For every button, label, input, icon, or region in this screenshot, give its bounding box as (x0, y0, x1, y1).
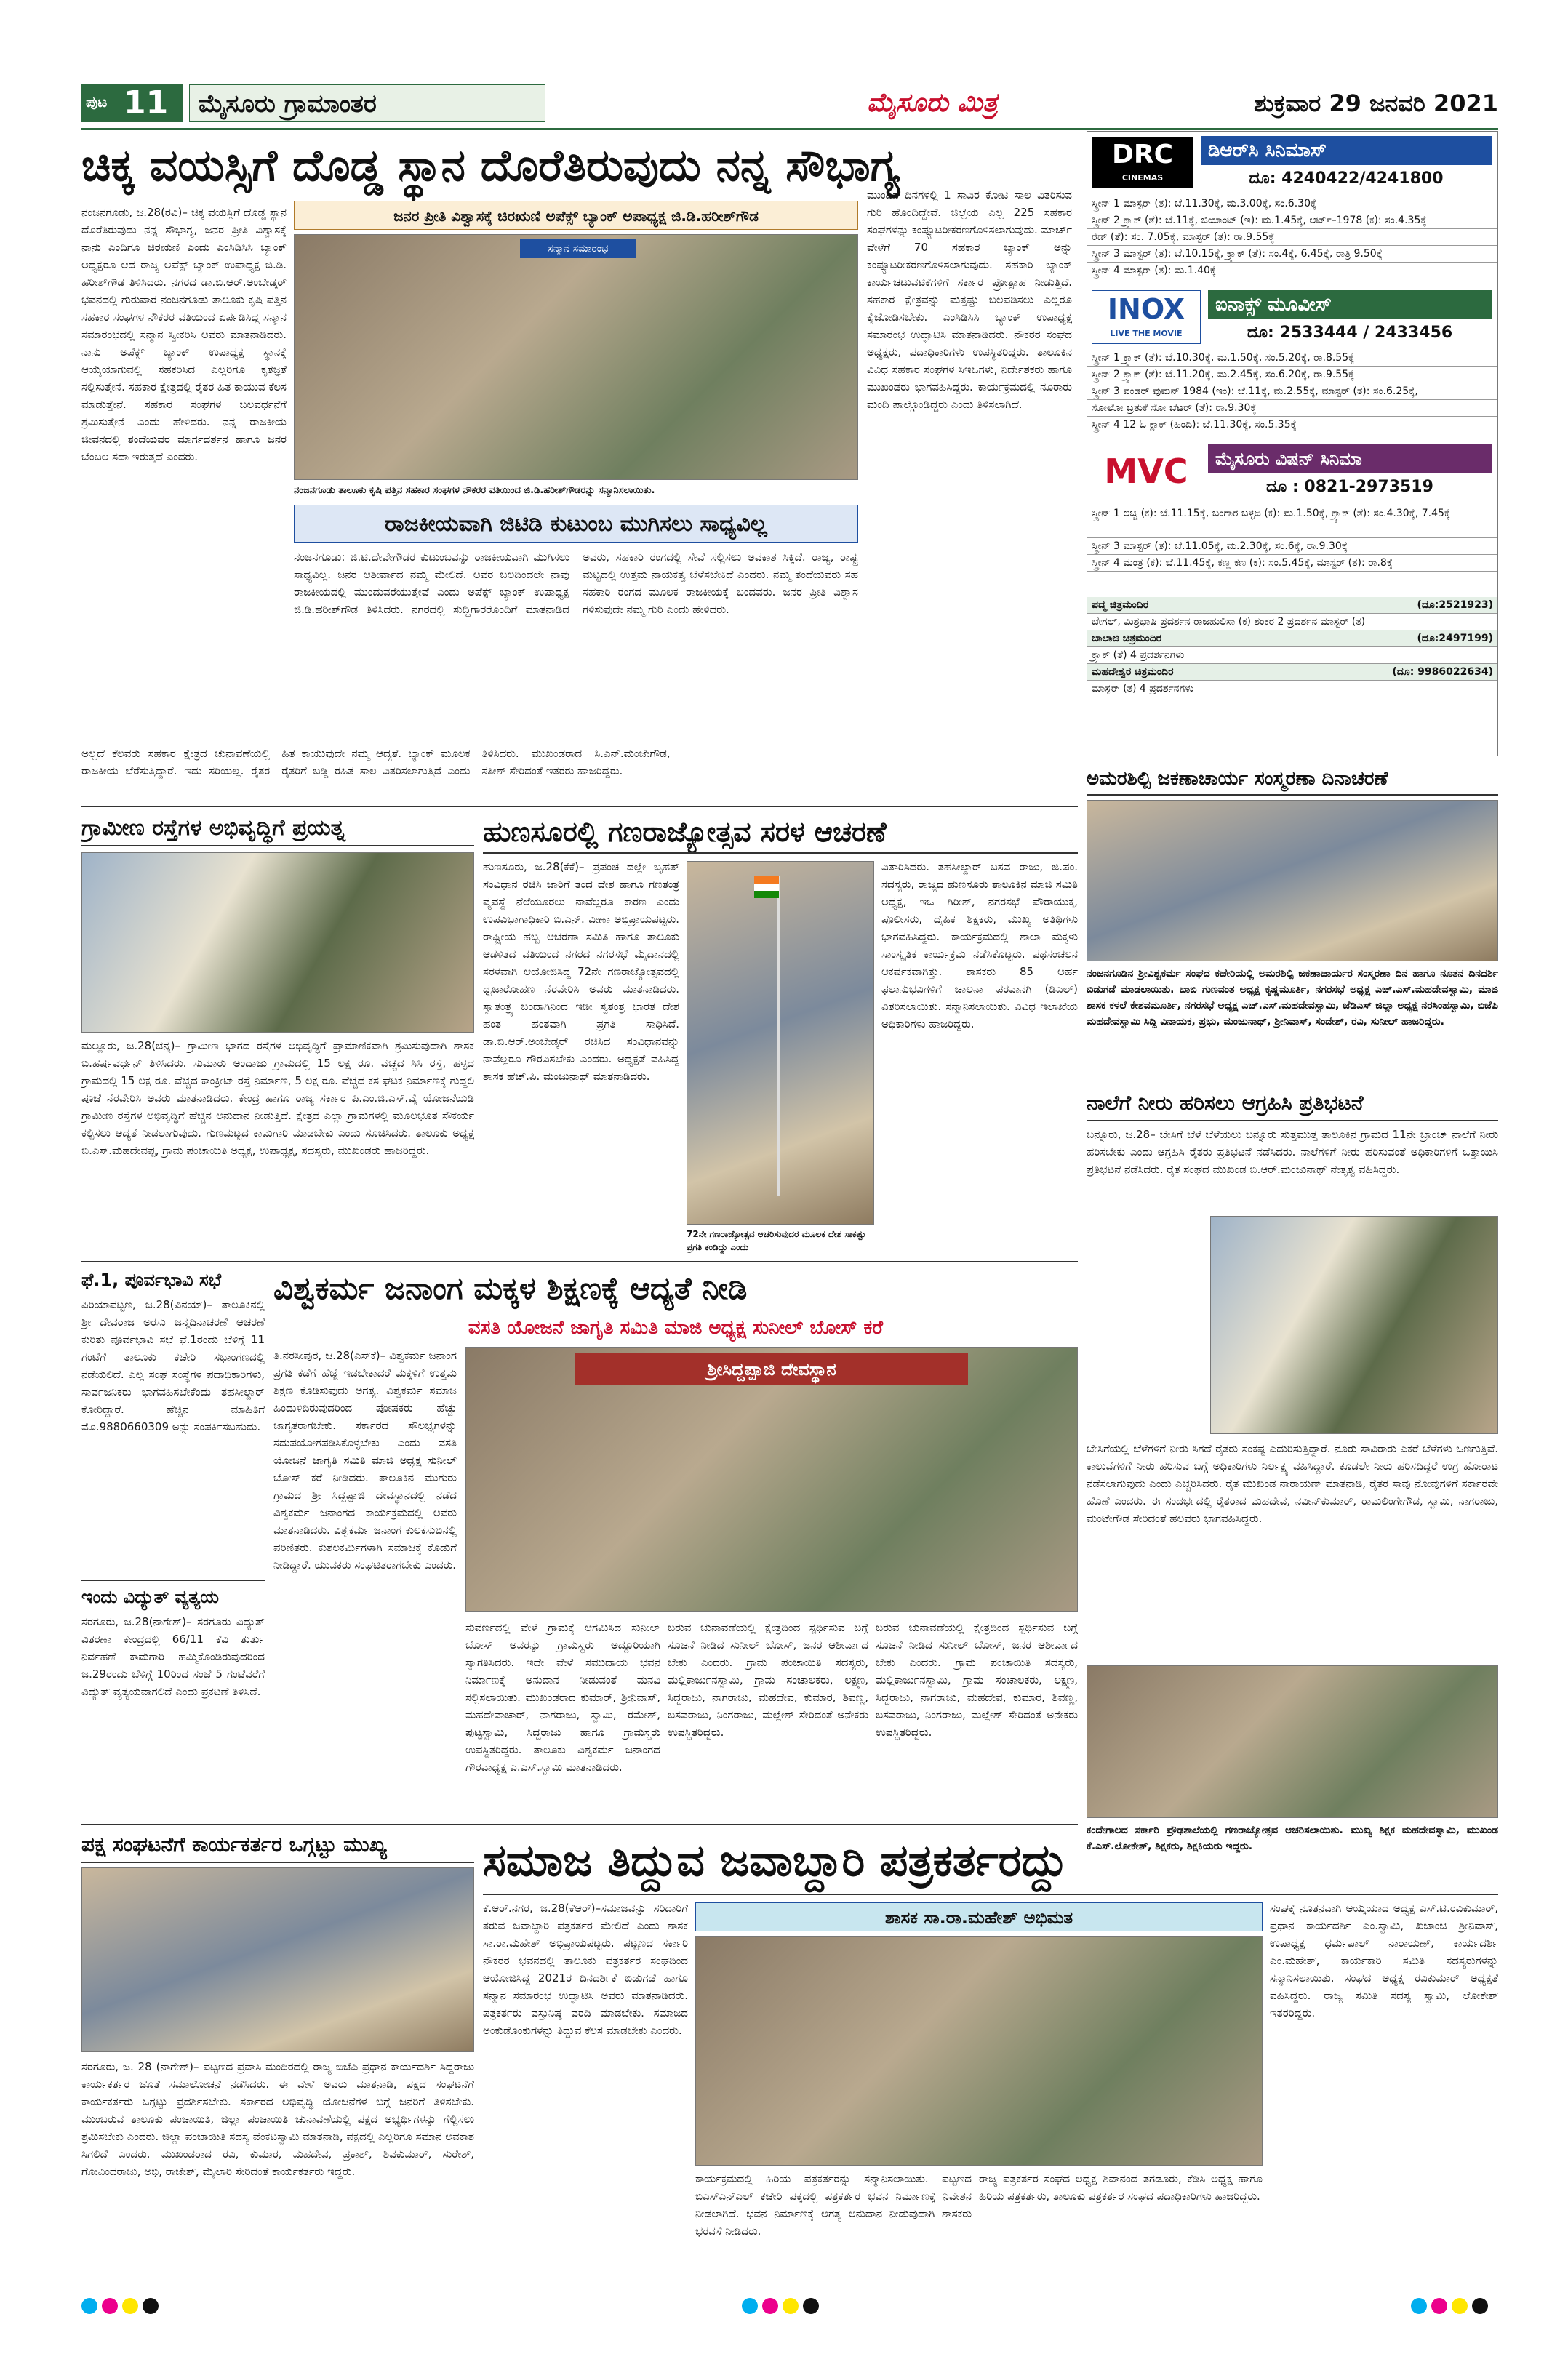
party-body: ಸರಗೂರು, ಜ. 28 (ನಾಗೇಶ್)– ಪಟ್ಟಣದ ಪ್ರವಾಸಿ ಮಂದಿರದಲ್ಲಿ ರಾಜ್ಯ ಬಿಜೆಪಿ ಪ್ರಧಾನ ಕಾರ್ಯದರ್ಶಿ ಸಿದ್ದರಾಜು ಕಾರ್ಯಕರ್ತರ ಜೊತೆ ಸಮಾಲೋಚನೆ ನಡೆಸಿದರು. ಈ ವೇಳೆ ಅವರು ಮಾತನಾಡಿ, ಪಕ್ಷದ ಸಂಘಟನೆಗೆ ಕಾರ್ಯಕರ್ತರು ಒಗ್ಗಟ್ಟು ಪ್ರದರ್ಶಿಸಬೇಕು. ಸರ್ಕಾರದ ಅಭಿವೃದ್ಧಿ ಯೋಜನೆಗಳ ಬಗ್ಗೆ ಜನರಿಗೆ ತಿಳಿಸಬೇಕು. ಮುಂಬರುವ ತಾಲೂಕು ಪಂಚಾಯಿತಿ, ಜಿಲ್ಲಾ ಪಂಚಾಯಿತಿ ಚುನಾವಣೆಯಲ್ಲಿ ಪಕ್ಷದ ಅಭ್ಯರ್ಥಿಗಳನ್ನು ಗೆಲ್ಲಿಸಲು ಶ್ರಮಿಸಬೇಕು ಎಂದರು. ಜಿಲ್ಲಾ ಪಂಚಾಯಿತಿ ಸದಸ್ಯ ವೆಂಕಟಸ್ವಾಮಿ ಮಾತನಾಡಿ, ಪಕ್ಷದಲ್ಲಿ ಎಲ್ಲರಿಗೂ ಸಮಾನ ಅವಕಾಶ ಸಿಗಲಿದೆ ಎಂದರು. ಮುಖಂಡರಾದ ರವಿ, ಕುಮಾರ, ಮಹದೇವ, ಪ್ರಕಾಶ್, ಶಿವಕುಮಾರ್, ಸುರೇಶ್, ಗೋವಿಂದರಾಜು, ಅಭಿ, ರಾಜೇಶ್, ಮೈಲಾರಿ ಸೇರಿದಂತೆ ಕಾರ್ಯಕರ್ತರು ಇದ್ದರು. (81, 2060, 474, 2178)
journalism-subhead: ಶಾಸಕ ಸಾ.ರಾ.ಮಹೇಶ್ ಅಭಿಮತ (695, 1902, 1263, 1931)
theatre-row (1087, 614, 1497, 630)
theatre-name: ಬೇಗಲ್, ಮಿಶ್ರಭಾಷಿ ಪ್ರದರ್ಶನ ರಾಜಹುಲಿಸಾ (ಕ) ಶಂಕರ 2 ಪ್ರದರ್ಶನ ಮಾಸ್ಟರ್ (ತ) (1092, 616, 1366, 628)
masthead (81, 81, 1498, 125)
inox-row: ಸ್ಕ್ರೀನ್ 2 ಕ್ರ್ಯಾಕ್ (ತೆ): ಬೆ.11.20ಕ್ಕೆ, ಮ.2.45ಕ್ಕೆ, ಸಂ.6.20ಕ್ಕೆ, ರಾ.9.55ಕ್ಕೆ (1087, 367, 1497, 383)
mvc-row: ಸ್ಕ್ರೀನ್ 3 ಮಾಸ್ಟರ್ (ತ): ಬೆ.11.05ಕ್ಕೆ, ಮ.2.30ಕ್ಕೆ, ಸಂ.6ಕ್ಕೆ, ರಾ.9.30ಕ್ಕೆ (1087, 538, 1497, 555)
mvc-row: ಸ್ಕ್ರೀನ್ 4 ಮಂತ್ರ (ಕ): ಬೆ.11.45ಕ್ಕೆ, ಕಣ್ಣ ಕಣ (ಕ): ಸಂ.5.45ಕ್ಕೆ, ಮಾಸ್ಟರ್ (ತ): ರಾ.8ಕ್ಕೆ (1087, 555, 1497, 572)
cyan-dot (81, 2298, 97, 2314)
meeting-title: ಫೆ.1, ಪೂರ್ವಭಾವಿ ಸಭೆ (81, 1270, 222, 1290)
mvc-logo: MVC (1104, 452, 1188, 491)
issue-date: ಶುಕ್ರವಾರ 29 ಜನವರಿ 2021 (1254, 89, 1498, 117)
journalism-col1: ಕೆ.ಆರ್.ನಗರ, ಜ.28(ಕೆಆರ್)–ಸಮಾಜವನ್ನು ಸರಿದಾರಿಗೆ ತರುವ ಜವಾಬ್ದಾರಿ ಪತ್ರಕರ್ತರ ಮೇಲಿದೆ ಎಂದು ಶಾಸಕ ಸಾ.ರಾ.ಮಹೇಶ್ ಅಭಿಪ್ರಾಯಪಟ್ಟರು. ಪಟ್ಟಣದ ಸರ್ಕಾರಿ ನೌಕರರ ಭವನದಲ್ಲಿ ತಾಲೂಕು ಪತ್ರಕರ್ತರ ಸಂಘದಿಂದ ಆಯೋಜಿಸಿದ್ದ 2021ರ ದಿನದರ್ಶಿಕೆ ಬಿಡುಗಡೆ ಹಾಗೂ ಸನ್ಮಾನ ಸಮಾರಂಭ ಉದ್ಘಾಟಿಸಿ ಅವರು ಮಾತನಾಡಿದರು. ಪತ್ರಕರ್ತರು ವಸ್ತುನಿಷ್ಠ ವರದಿ ಮಾಡಬೇಕು. ಸಮಾಜದ ಅಂಕುಡೊಂಕುಗಳನ್ನು ತಿದ್ದುವ ಕೆಲಸ ಮಾಡಬೇಕು ಎಂದರು. (483, 1902, 688, 2037)
inox-row: ಸ್ಕ್ರೀನ್ 4 12 ಓ ಕ್ಲಾಕ್ (ಹಿಂದಿ): ಬೆ.11.30ಕ್ಕೆ, ಸಂ.5.35ಕ್ಕೆ (1087, 417, 1497, 433)
magenta-dot (1431, 2298, 1447, 2314)
republic-col2: ವಿತಾರಿಸಿದರು. ತಹಸೀಲ್ದಾರ್ ಬಸವ ರಾಜು, ಜಿ.ಪಂ. ಸದಸ್ಯರು, ರಾಜ್ಯದ ಹುಣಸೂರು ತಾಲೂಕಿನ ಮಾಜಿ ಸಮಿತಿ ಅಧ್ಯಕ್ಷ, ಇಒ ಗಿರೀಶ್, ನಗರಸಭೆ ಪೌರಾಯುಕ್ತ, ಪೊಲೀಸರು, ದೈಹಿಕ ಶಿಕ್ಷಕರು, ಮುಖ್ಯ ಅತಿಥಿಗಳು ಭಾಗವಹಿಸಿದ್ದರು. ಕಾರ್ಯಕ್ರಮದಲ್ಲಿ ಶಾಲಾ ಮಕ್ಕಳು ಸಾಂಸ್ಕೃತಿಕ ಕಾರ್ಯಕ್ರಮ ನಡೆಸಿಕೊಟ್ಟರು. ಪಥಸಂಚಲನ ಆಕರ್ಷಕವಾಗಿತ್ತು. ಶಾಸಕರು 85 ಅರ್ಹ ಫಲಾನುಭವಿಗಳಿಗೆ ಚಾಲನಾ ಪರವಾನಗಿ (ಡಿಎಲ್) ವಿತರಿಸಲಾಯಿತು. ಸನ್ಮಾನಿಸಲಾಯಿತು. ವಿವಿಧ ಇಲಾಖೆಯ ಅಧಿಕಾರಿಗಳು ಹಾಜರಿದ್ದರು. (881, 860, 1078, 1030)
republic-photo-caption: 72ನೇ ಗಣರಾಜ್ಯೋತ್ಸವ ಆಚರಿಸುವುದರ ಮೂಲಕ ದೇಶ ಸಾಕಷ್ಟು ಪ್ರಗತಿ ಕಂಡಿದ್ದು ಎಂದು (687, 1229, 866, 1252)
inox-row: ಸೋಲೋ ಬ್ರತುಕೆ ಸೋ ಬೆಟರ್ (ತೆ): ರಾ.9.30ಕ್ಕೆ (1087, 400, 1497, 417)
page-label: ಪುಟ (86, 93, 108, 111)
vishwakarma-col3: ಬರುವ ಚುನಾವಣೆಯಲ್ಲಿ ಕ್ಷೇತ್ರದಿಂದ ಸ್ಪರ್ಧಿಸುವ ಬಗ್ಗೆ ಸೂಚನೆ ನೀಡಿದ ಸುನೀಲ್ ಬೋಸ್, ಜನರ ಆಶೀರ್ವಾದ ಬೇಕು ಎಂದರು. ಗ್ರಾಮ ಪಂಚಾಯಿತಿ ಸದಸ್ಯರು, ಮಲ್ಲಿಕಾರ್ಜುನಸ್ವಾಮಿ, ಗ್ರಾಮ ಸಂಚಾಲಕರು, ಲಕ್ಷ್ಮಣ, ಸಿದ್ದರಾಜು, ನಾಗರಾಜು, ಮಹದೇವ, ಕುಮಾರ, ಶಿವಣ್ಣ, ಬಸವರಾಜು, ನಿಂಗರಾಜು, ಮಲ್ಲೇಶ್ ಸೇರಿದಂತೆ ಅನೇಕರು ಉಪಸ್ಥಿತರಿದ್ದರು. (668, 1621, 868, 1739)
mvc-header (1087, 440, 1497, 503)
black-dot (803, 2298, 819, 2314)
drc-logo-sub: CINEMAS (1121, 173, 1164, 183)
meeting-body: ಪಿರಿಯಾಪಟ್ಟಣ, ಜ.28(ವಿನಯ್)– ತಾಲೂಕಿನಲ್ಲಿ ಶ್ರೀ ದೇವರಾಜ ಅರಸು ಜನ್ಮದಿನಾಚರಣೆ ಆಚರಣೆ ಕುರಿತು ಪೂರ್ವಭಾವಿ ಸಭೆ ಫೆ.1ರಂದು ಬೆಳಿಗ್ಗೆ 11 ಗಂಟೆಗೆ ತಾಲೂಕು ಕಚೇರಿ ಸಭಾಂಗಣದಲ್ಲಿ ನಡೆಯಲಿದೆ. ಎಲ್ಲ ಸಂಘ ಸಂಸ್ಥೆಗಳ ಪದಾಧಿಕಾರಿಗಳು, ಸಾರ್ವಜನಿಕರು ಭಾಗವಹಿಸಬೇಕೆಂದು ತಹಸೀಲ್ದಾರ್ ಕೋರಿದ್ದಾರೆ. ಹೆಚ್ಚಿನ ಮಾಹಿತಿಗೆ ಮೊ.9880660309 ಅನ್ನು ಸಂಪರ್ಕಿಸಬಹುದು. (81, 1298, 265, 1433)
registration-marks-left (81, 2298, 227, 2320)
inox-header (1087, 286, 1497, 348)
inox-name: ಐನಾಕ್ಸ್ ಮೂವೀಸ್ (1208, 290, 1492, 319)
republic-photo (687, 861, 874, 1225)
magenta-dot (762, 2298, 778, 2314)
rural-roads-photo (81, 852, 474, 1033)
inox-logo (1092, 290, 1201, 344)
divider (81, 1261, 1078, 1262)
vishwakarma-col2: ಸುವರ್ಣದಲ್ಲಿ ವೇಳೆ ಗ್ರಾಮಕ್ಕೆ ಆಗಮಿಸಿದ ಸುನೀಲ್ ಬೋಸ್ ಅವರನ್ನು ಗ್ರಾಮಸ್ಥರು ಅದ್ದೂರಿಯಾಗಿ ಸ್ವಾಗತಿಸಿದರು. ಇದೇ ವೇಳೆ ಸಮುದಾಯ ಭವನ ನಿರ್ಮಾಣಕ್ಕೆ ಅನುದಾನ ನೀಡುವಂತೆ ಮನವಿ ಸಲ್ಲಿಸಲಾಯಿತು. ಮುಖಂಡರಾದ ಕುಮಾರ್, ಶ್ರೀನಿವಾಸ್, ಮಹದೇವಾಚಾರ್, ನಾಗರಾಜು, ಸ್ವಾಮಿ, ರಮೇಶ್, ಪುಟ್ಟಸ್ವಾಮಿ, ಸಿದ್ದರಾಜು ಹಾಗೂ ಗ್ರಾಮಸ್ಥರು ಉಪಸ್ಥಿತರಿದ್ದರು. ತಾಲೂಕು ವಿಶ್ವಕರ್ಮ ಜನಾಂಗದ ಗೌರವಾಧ್ಯಕ್ಷ ಎ.ಎಸ್.ಸ್ವಾಮಿ ಮಾತನಾಡಿದರು. (465, 1621, 660, 1774)
drc-rows (1087, 196, 1497, 279)
drc-name: ಡಿಆರ್‌ಸಿ ಸಿನಿಮಾಸ್ (1201, 136, 1492, 165)
cyan-dot (1411, 2298, 1427, 2314)
cyan-dot (742, 2298, 758, 2314)
amarashilpi-caption: ನಂಜನಗೂಡಿನ ಶ್ರೀವಿಶ್ವಕರ್ಮ ಸಂಘದ ಕಚೇರಿಯಲ್ಲಿ ಅಮರಶಿಲ್ಪಿ ಜಕಣಾಚಾರ್ಯರ ಸಂಸ್ಮರಣಾ ದಿನ ಹಾಗೂ ನೂತನ ದಿನದರ್ಶಿ ಬಿಡುಗಡೆ ಮಾಡಲಾಯಿತು. ಬಾಬಿ ಗುಣವಂತ ಅಧ್ಯಕ್ಷ ಕೃಷ್ಣಮೂರ್ತಿ, ನಗರಸಭೆ ಅಧ್ಯಕ್ಷ ಎಚ್.ಎಸ್.ಮಹದೇವಸ್ವಾಮಿ, ಮಾಜಿ ಶಾಸಕ ಕಳಲೆ ಕೇಶವಮೂರ್ತಿ, ನಗರಸಭೆ ಅಧ್ಯಕ್ಷ ಎಚ್.ಎಸ್.ಮಹದೇವಸ್ವಾಮಿ, ಜೆಡಿಎಸ್ ಜಿಲ್ಲಾ ಅಧ್ಯಕ್ಷ ನರಸಿಂಹಸ್ವಾಮಿ, ಬಿಜೆಪಿ ಮಹದೇವಸ್ವಾಮಿ ಸಿದ್ದಿ ವಿನಾಯಕ, ಪ್ರಭು, ಮಂಜುನಾಥ್, ಶ್ರೀನಿವಾಸ್, ಸಂದೇಶ್, ರವಿ, ಸುನೀಲ್ ಹಾಜರಿದ್ದರು. (1087, 968, 1498, 1028)
theatre-name: ಮಹದೇಶ್ವರ ಚಿತ್ರಮಂದಿರ (1092, 666, 1174, 678)
lead-col1: ನಂಜನಗೂಡು, ಜ.28(ರವಿ)– ಚಿಕ್ಕ ವಯಸ್ಸಿಗೆ ದೊಡ್ಡ ಸ್ಥಾನ ದೊರೆತಿರುವುದು ನನ್ನ ಸೌಭಾಗ್ಯ, ಜನರ ಪ್ರೀತಿ ವಿಶ್ವಾಸಕ್ಕೆ ನಾನು ಎಂದಿಗೂ ಚಿರಋಣಿ ಎಂದು ಎಂಸಿಡಿಸಿಸಿ ಬ್ಯಾಂಕ್ ಅಧ್ಯಕ್ಷರೂ ಆದ ರಾಜ್ಯ ಅಪೆಕ್ಸ್ ಬ್ಯಾಂಕ್ ಉಪಾಧ್ಯಕ್ಷ ಜಿ.ಡಿ. ಹರೀಶ್‌ಗೌಡ ತಿಳಿಸಿದರು. ನಗರದ ಡಾ.ಬಿ.ಆರ್.ಅಂಬೇಡ್ಕರ್ ಭವನದಲ್ಲಿ ಗುರುವಾರ ನಂಜನಗೂಡು ತಾಲೂಕು ಕೃಷಿ ಪತ್ತಿನ ಸಹಕಾರ ಸಂಘಗಳ ನೌಕರರ ವತಿಯಿಂದ ಏರ್ಪಡಿಸಿದ್ದ ಸನ್ಮಾನ ಸಮಾರಂಭದಲ್ಲಿ ಸನ್ಮಾನ ಸ್ವೀಕರಿಸಿ ಅವರು ಮಾತನಾಡಿದರು. ನಾನು ಅಪೆಕ್ಸ್ ಬ್ಯಾಂಕ್ ಉಪಾಧ್ಯಕ್ಷ ಸ್ಥಾನಕ್ಕೆ ಆಯ್ಕೆಯಾಗುವಲ್ಲಿ ಸಹಕರಿಸಿದ ಎಲ್ಲರಿಗೂ ಕೃತಜ್ಞತೆ ಸಲ್ಲಿಸುತ್ತೇನೆ. ಸಹಕಾರ ಕ್ಷೇತ್ರದಲ್ಲಿ ರೈತರ ಹಿತ ಕಾಯುವ ಕೆಲಸ ಮಾಡುತ್ತೇನೆ. ಸಹಕಾರ ಸಂಘಗಳ ಬಲವರ್ಧನೆಗೆ ಶ್ರಮಿಸುತ್ತೇನೆ ಎಂದು ಹೇಳಿದರು. ನನ್ನ ರಾಜಕೀಯ ಜೀವನದಲ್ಲಿ ತಂದೆಯವರ ಮಾರ್ಗದರ್ಶನ ಹಾಗೂ ಜನರ ಬೆಂಬಲ ಸದಾ ಇರುತ್ತದೆ ಎಂದರು. (81, 206, 287, 463)
theatre-row (1087, 681, 1497, 697)
journalism-headline: ಸಮಾಜ ತಿದ್ದುವ ಜವಾಬ್ದಾರಿ ಪತ್ರಕರ್ತರದ್ದು (483, 1827, 1498, 1895)
sub-body2: ಅಲ್ಲದೆ ಕೆಲವರು ಸಹಕಾರ ಕ್ಷೇತ್ರದ ಚುನಾವಣೆಯಲ್ಲಿ ರಾಜಕೀಯ ಬೆರೆಸುತ್ತಿದ್ದಾರೆ. ಇದು ಸರಿಯಲ್ಲ. ರೈತರ ಹಿತ ಕಾಯುವುದೇ ನಮ್ಮ ಆದ್ಯತೆ. ಬ್ಯಾಂಕ್ ಮೂಲಕ ರೈತರಿಗೆ ಬಡ್ಡಿ ರಹಿತ ಸಾಲ ವಿತರಿಸಲಾಗುತ್ತಿದೆ ಎಂದು ತಿಳಿಸಿದರು. ಮುಖಂಡರಾದ ಸಿ.ಎನ್.ಮಂಜೇಗೌಡ, ಸತೀಶ್ ಸೇರಿದಂತೆ ಇತರರು ಹಾಜರಿದ್ದರು. (81, 747, 671, 777)
paper-name: ಮೈಸೂರು ಮಿತ್ರ (867, 88, 998, 118)
theatre-name: ಬಾಲಾಜಿ ಚಿತ್ರಮಂದಿರ (1092, 633, 1162, 644)
school-photo (1087, 1665, 1498, 1818)
inox-logo-text: INOX (1107, 293, 1185, 325)
drc-row: ಸ್ಕ್ರೀನ್ 1 ಮಾಸ್ಟರ್ (ತ): ಬೆ.11.30ಕ್ಕೆ, ಮ.3.00ಕ್ಕೆ, ಸಂ.6.30ಕ್ಕೆ (1087, 196, 1497, 212)
lead-photo (294, 234, 858, 480)
page-number-box (81, 84, 183, 122)
photo-banner: ಸನ್ಮಾನ ಸಮಾರಂಭ (520, 239, 636, 258)
vishwakarma-col1: ತಿ.ನರಸೀಪುರ, ಜ.28(ಎಸ್‌ಕೆ)– ವಿಶ್ವಕರ್ಮ ಜನಾಂಗ ಪ್ರಗತಿ ಕಡೆಗೆ ಹೆಜ್ಜೆ ಇಡಬೇಕಾದರೆ ಮಕ್ಕಳಿಗೆ ಉತ್ತಮ ಶಿಕ್ಷಣ ಕೊಡಿಸುವುದು ಅಗತ್ಯ. ವಿಶ್ವಕರ್ಮ ಸಮಾಜ ಹಿಂದುಳಿದಿರುವುದರಿಂದ ಪೋಷಕರು ಹೆಚ್ಚು ಜಾಗೃತರಾಗಬೇಕು. ಸರ್ಕಾರದ ಸೌಲಭ್ಯಗಳನ್ನು ಸದುಪಯೋಗಪಡಿಸಿಕೊಳ್ಳಬೇಕು ಎಂದು ವಸತಿ ಯೋಜನೆ ಜಾಗೃತಿ ಸಮಿತಿ ಮಾಜಿ ಅಧ್ಯಕ್ಷ ಸುನೀಲ್ ಬೋಸ್ ಕರೆ ನೀಡಿದರು. ತಾಲೂಕಿನ ಮುಗುರು ಗ್ರಾಮದ ಶ್ರೀ ಸಿದ್ದಪ್ಪಾಜಿ ದೇವಸ್ಥಾನದಲ್ಲಿ ನಡೆದ ವಿಶ್ವಕರ್ಮ ಜನಾಂಗದ ಕಾರ್ಯಕ್ರಮದಲ್ಲಿ ಅವರು ಮಾತನಾಡಿದರು. ವಿಶ್ವಕರ್ಮ ಜನಾಂಗ ಕುಲಕಸುಬಿನಲ್ಲಿ ಪರಿಣಿತರು. ಕುಶಲಕರ್ಮಿಗಳಾಗಿ ಸಮಾಜಕ್ಕೆ ಕೊಡುಗೆ ನೀಡಿದ್ದಾರೆ. ಯುವಕರು ಸಂಘಟಿತರಾಗಬೇಕು ಎಂದರು. (273, 1349, 457, 1572)
drc-logo-text: DRC (1111, 140, 1174, 169)
registration-marks-right (1411, 2298, 1556, 2320)
yellow-dot (122, 2298, 138, 2314)
theatre-list (1087, 597, 1497, 697)
theatre-phone: (ದೂ: 9986022634) (1392, 666, 1493, 678)
drc-row: ರೆಡ್ (ತೆ): ಸಂ. 7.05ಕ್ಕೆ, ಮಾಸ್ಟರ್ (ತ): ರಾ.9.55ಕ್ಕೆ (1087, 229, 1497, 246)
power-cut-title: ಇಂದು ವಿದ್ಯುತ್ ವ್ಯತ್ಯಯ (81, 1580, 265, 1612)
temple-sign: ಶ್ರೀಸಿದ್ದಪ್ಪಾಜಿ ದೇವಸ್ಥಾನ (575, 1353, 968, 1385)
mvc-name: ಮೈಸೂರು ವಿಷನ್ ಸಿನಿಮಾ (1208, 444, 1492, 473)
amarashilpi-photo (1087, 800, 1498, 961)
theatre-row (1087, 630, 1497, 647)
masthead-rule (81, 128, 1498, 130)
vishwakarma-headline: ವಿಶ್ವಕರ್ಮ ಜನಾಂಗ ಮಕ್ಕಳ ಶಿಕ್ಷಣಕ್ಕೆ ಆದ್ಯತೆ ನೀಡಿ (273, 1270, 748, 1306)
republic-headline: ಹುಣಸೂರಲ್ಲಿ ಗಣರಾಜ್ಯೋತ್ಸವ ಸರಳ ಆಚರಣೆ (483, 810, 1078, 854)
mvc-phone: ದೂ : 0821-2973519 (1266, 478, 1433, 496)
magenta-dot (102, 2298, 118, 2314)
journalism-photo (695, 1936, 1263, 2166)
school-caption: ಕಂದೇಗಾಲದ ಸರ್ಕಾರಿ ಪ್ರೌಢಶಾಲೆಯಲ್ಲಿ ಗಣರಾಜ್ಯೋತ್ಸವ ಆಚರಿಸಲಾಯಿತು. ಮುಖ್ಯ ಶಿಕ್ಷಕ ಮಹದೇವಸ್ವಾಮಿ, ಮುಖಂಡ ಕೆ.ಎಸ್.ಲೋಕೇಶ್, ಶಿಕ್ಷಕರು, ಶಿಕ್ಷಕಿಯರು ಇದ್ದರು. (1087, 1825, 1498, 1852)
theatre-name: ಕ್ರ್ಯಾಕ್ (ತೆ) 4 ಪ್ರದರ್ಶನಗಳು (1092, 649, 1185, 661)
protest-body-side (1087, 1216, 1203, 1440)
theatre-phone: (ದೂ:2521923) (1417, 599, 1493, 611)
journalism-col3: ರಾಜ್ಯ ಪತ್ರಕರ್ತರ ಸಂಘದ ಅಧ್ಯಕ್ಷ ಶಿವಾನಂದ ತಗಡೂರು, ಕೆಡಿಸಿ ಅಧ್ಯಕ್ಷ ಹಾಗೂ ಹಿರಿಯ ಪತ್ರಕರ್ತರು, ತಾಲೂಕು ಪತ್ರಕರ್ತರ ಸಂಘದ ಪದಾಧಿಕಾರಿಗಳು ಹಾಜರಿದ್ದರು. (979, 2172, 1263, 2203)
sub-body: ನಂಜನಗೂಡು: ಜಿ.ಟಿ.ದೇವೇಗೌಡರ ಕುಟುಂಬವನ್ನು ರಾಜಕೀಯವಾಗಿ ಮುಗಿಸಲು ಸಾಧ್ಯವಿಲ್ಲ. ಜನರ ಆಶೀರ್ವಾದ ನಮ್ಮ ಮೇಲಿದೆ. ಅವರ ಬಲದಿಂದಲೇ ನಾವು ರಾಜಕೀಯದಲ್ಲಿ ಮುಂದುವರೆಯುತ್ತೇವೆ ಎಂದು ಅಪೆಕ್ಸ್ ಬ್ಯಾಂಕ್ ಉಪಾಧ್ಯಕ್ಷ ಜಿ.ಡಿ.ಹರೀಶ್‌ಗೌಡ ತಿಳಿಸಿದರು. ನಗರದಲ್ಲಿ ಸುದ್ದಿಗಾರರೊಂದಿಗೆ ಮಾತನಾಡಿದ ಅವರು, ಸಹಕಾರಿ ರಂಗದಲ್ಲಿ ಸೇವೆ ಸಲ್ಲಿಸಲು ಅವಕಾಶ ಸಿಕ್ಕಿದೆ. ರಾಜ್ಯ, ರಾಷ್ಟ್ರ ಮಟ್ಟದಲ್ಲಿ ಉತ್ತಮ ನಾಯಕತ್ವ ಬೆಳೆಸಬೇಕಿದೆ ಎಂದರು. ನಮ್ಮ ತಂದೆಯವರು ಸಹ ಸಹಕಾರಿ ರಂಗದ ಮೂಲಕ ರಾಜಕೀಯಕ್ಕೆ ಬಂದವರು. ಜನರ ಪ್ರೀತಿ ವಿಶ್ವಾಸ ಗಳಿಸುವುದೇ ನಮ್ಮ ಗುರಿ ಎಂದು ಹೇಳಿದರು. (294, 551, 858, 616)
vishwakarma-subhead: ವಸತಿ ಯೋಜನೆ ಜಾಗೃತಿ ಸಮಿತಿ ಮಾಜಿ ಅಧ್ಯಕ್ಷ ಸುನೀಲ್ ಬೋಸ್ ಕರೆ (468, 1317, 884, 1339)
drc-phone: ದೂ: 4240422/4241800 (1249, 169, 1444, 188)
rural-roads-body: ಮಲ್ಲೂರು, ಜ.28(ಚನ್ನ)– ಗ್ರಾಮೀಣ ಭಾಗದ ರಸ್ತೆಗಳ ಅಭಿವೃದ್ಧಿಗೆ ಪ್ರಾಮಾಣಿಕವಾಗಿ ಶ್ರಮಿಸುವುದಾಗಿ ಶಾಸಕ ಬಿ.ಹರ್ಷವರ್ಧನ್ ತಿಳಿಸಿದರು. ಸುಮಾರು ಅಂದಾಜು ಗ್ರಾಮದಲ್ಲಿ 15 ಲಕ್ಷ ರೂ. ವೆಚ್ಚದ ಸಿಸಿ ರಸ್ತೆ, ಹಳ್ಳದ ಗ್ರಾಮದಲ್ಲಿ 15 ಲಕ್ಷ ರೂ. ವೆಚ್ಚದ ಕಾಂಕ್ರೀಟ್ ರಸ್ತೆ ನಿರ್ಮಾಣ, 5 ಲಕ್ಷ ರೂ. ವೆಚ್ಚದ ಕಸ ಘಟಕ ನಿರ್ಮಾಣಕ್ಕೆ ಗುದ್ದಲಿ ಪೂಜೆ ನೆರವೇರಿಸಿ ಅವರು ಮಾತನಾಡಿದರು. ಕೇಂದ್ರ ಹಾಗೂ ರಾಜ್ಯ ಸರ್ಕಾರ ಪಿ.ಎಂ.ಜಿ.ಎಸ್.ವೈ ಯೋಜನೆಯಡಿ ಗ್ರಾಮೀಣ ರಸ್ತೆಗಳ ಅಭಿವೃದ್ಧಿಗೆ ಹೆಚ್ಚಿನ ಅನುದಾನ ನೀಡುತ್ತಿದೆ. ಕ್ಷೇತ್ರದ ಎಲ್ಲಾ ಗ್ರಾಮಗಳಲ್ಲಿ ಮೂಲಭೂತ ಸೌಕರ್ಯ ಕಲ್ಪಿಸಲು ಆದ್ಯತೆ ನೀಡಲಾಗುವುದು. ಗುಣಮಟ್ಟದ ಕಾಮಗಾರಿ ಮಾಡಬೇಕು ಎಂದು ಸೂಚಿಸಿದರು. ತಾಲೂಕು ಅಧ್ಯಕ್ಷ ಬಿ.ಎಸ್.ಮಹದೇವಪ್ಪ, ಗ್ರಾಮ ಪಂಚಾಯಿತಿ ಅಧ್ಯಕ್ಷ, ಉಪಾಧ್ಯಕ್ಷ, ಸದಸ್ಯರು, ಮುಖಂಡರು ಹಾಜರಿದ್ದರು. (81, 1039, 474, 1157)
yellow-dot (1452, 2298, 1468, 2314)
party-photo (81, 1867, 474, 2052)
inox-row: ಸ್ಕ್ರೀನ್ 3 ವಂಡರ್ ವುಮನ್ 1984 (ಇಂ): ಬೆ.11ಕ್ಕೆ, ಮ.2.55ಕ್ಕೆ, ಮಾಸ್ಟರ್ (ತ): ಸಂ.6.25ಕ್ಕೆ, (1087, 383, 1497, 400)
page-number: 11 (124, 84, 169, 121)
lead-caption: ನಂಜನಗೂಡು ತಾಲೂಕು ಕೃಷಿ ಪತ್ತಿನ ಸಹಕಾರ ಸಂಘಗಳ ನೌಕರರ ವತಿಯಿಂದ ಜಿ.ಡಿ.ಹರೀಶ್‌ಗೌಡರನ್ನು ಸನ್ಮಾನಿಸಲಾಯಿತು. (294, 485, 655, 496)
flag (754, 876, 779, 898)
journalism-col2: ಕಾರ್ಯಕ್ರಮದಲ್ಲಿ ಹಿರಿಯ ಪತ್ರಕರ್ತರನ್ನು ಸನ್ಮಾನಿಸಲಾಯಿತು. ಪಟ್ಟಣದ ಬಿಎಸ್‌ಎನ್‌ಎಲ್ ಕಚೇರಿ ಪಕ್ಕದಲ್ಲಿ ಪತ್ರಕರ್ತರ ಭವನ ನಿರ್ಮಾಣಕ್ಕೆ ನಿವೇಶನ ನೀಡಲಾಗಿದೆ. ಭವನ ನಿರ್ಮಾಣಕ್ಕೆ ಅಗತ್ಯ ಅನುದಾನ ನೀಡುವುದಾಗಿ ಶಾಸಕರು ಭರವಸೆ ನೀಡಿದರು. (695, 2172, 972, 2238)
mvc-row: ಸ್ಕ್ರೀನ್ 1 ಲಚ್ಚಿ (ಕ): ಬೆ.11.15ಕ್ಕೆ, ಬಂಗಾರ ಬಳ್ಳದಿ (ಕ): ಮ.1.50ಕ್ಕೆ, ಕ್ರ್ಯಾಕ್ (ತೆ): ಸಂ.4.30ಕ್ಕೆ, 7.45ಕ್ಕೆ (1087, 505, 1497, 538)
black-dot (143, 2298, 159, 2314)
theatre-name: ಮಾಸ್ಟರ್ (ತ) 4 ಪ್ರದರ್ಶನಗಳು (1092, 683, 1194, 694)
drc-row: ಸ್ಕ್ರೀನ್ 2 ಕ್ರ್ಯಾಕ್ (ತೆ): ಬೆ.11ಕ್ಕೆ, ಜಿಯಾಂಟ್ (ಇ): ಮ.1.45ಕ್ಕೆ, ಆರ್ಟ್‌–1978 (ಕ): ಸಂ.4.35ಕ್ಕೆ (1087, 212, 1497, 229)
theatre-phone: (ದೂ:2497199) (1417, 633, 1493, 644)
lead-photo-block (294, 201, 858, 480)
inox-phone: ದೂ: 2533444 / 2433456 (1247, 324, 1453, 342)
rural-roads-headline: ಗ್ರಾಮೀಣ ರಸ್ತೆಗಳ ಅಭಿವೃದ್ಧಿಗೆ ಪ್ರಯತ್ನ (81, 810, 474, 846)
registration-marks-center (742, 2298, 887, 2320)
sub-headline: ರಾಜಕೀಯವಾಗಿ ಜಿಟಿಡಿ ಕುಟುಂಬ ಮುಗಿಸಲು ಸಾಧ್ಯವಿಲ್ಲ (294, 505, 858, 543)
protest-photo (1210, 1216, 1498, 1434)
flag-pole (777, 876, 780, 1196)
republic-col1: ಹುಣಸೂರು, ಜ.28(ಕೆಕೆ)– ಪ್ರಪಂಚ ದಲ್ಲೇ ಬೃಹತ್ ಸಂವಿಧಾನ ರಚಿಸಿ ಜಾರಿಗೆ ತಂದ ದೇಶ ಹಾಗೂ ಗಣತಂತ್ರ ವ್ಯವಸ್ಥೆ ನೆಲೆಯೂರಲು ನಾವೆಲ್ಲರೂ ಕಾರಣ ಎಂದು ಉಪವಿಭಾಗಾಧಿಕಾರಿ ಬಿ.ಎನ್. ವೀಣಾ ಅಭಿಪ್ರಾಯಪಟ್ಟರು. ರಾಷ್ಟ್ರೀಯ ಹಬ್ಬ ಆಚರಣಾ ಸಮಿತಿ ಹಾಗೂ ತಾಲೂಕು ಆಡಳಿತದ ವತಿಯಿಂದ ನಗರದ ನಗರಸಭೆ ಮೈದಾನದಲ್ಲಿ ಸರಳವಾಗಿ ಆಯೋಜಿಸಿದ್ದ 72ನೇ ಗಣರಾಜ್ಯೋತ್ಸವದಲ್ಲಿ ಧ್ವಜಾರೋಹಣ ನೆರವೇರಿಸಿ ಅವರು ಮಾತನಾಡಿದರು. ಸ್ವಾತಂತ್ರ್ಯ ಬಂದಾಗಿನಿಂದ ಇಡೀ ಸ್ವತಂತ್ರ ಭಾರತ ದೇಶ ಹಂತ ಹಂತವಾಗಿ ಪ್ರಗತಿ ಸಾಧಿಸಿದೆ. ಡಾ.ಬಿ.ಆರ್.ಅಂಬೇಡ್ಕರ್ ರಚಿಸಿದ ಸಂವಿಧಾನವನ್ನು ನಾವೆಲ್ಲರೂ ಗೌರವಿಸಬೇಕು ಎಂದರು. ಅಧ್ಯಕ್ಷತೆ ವಹಿಸಿದ್ದ ಶಾಸಕ ಹೆಚ್.ಪಿ. ಮಂಜುನಾಥ್ ಮಾತನಾಡಿದರು. (483, 860, 679, 1083)
yellow-dot (783, 2298, 799, 2314)
party-headline: ಪಕ್ಷ ಸಂಘಟನೆಗೆ ಕಾರ್ಯಕರ್ತರ ಒಗ್ಗಟ್ಟು ಮುಖ್ಯ (81, 1827, 474, 1863)
lead-headline: ಚಿಕ್ಕ ವಯಸ್ಸಿಗೆ ದೊಡ್ಡ ಸ್ಥಾನ ದೊರೆತಿರುವುದು ನನ್ನ ಸೌಭಾಗ್ಯ (81, 140, 900, 191)
journalism-col4: ಸಂಘಕ್ಕೆ ನೂತನವಾಗಿ ಆಯ್ಕೆಯಾದ ಅಧ್ಯಕ್ಷ ಎಸ್.ಟಿ.ರವಿಕುಮಾರ್, ಪ್ರಧಾನ ಕಾರ್ಯದರ್ಶಿ ಎಂ.ಸ್ವಾಮಿ, ಖಜಾಂಚಿ ಶ್ರೀನಿವಾಸ್, ಉಪಾಧ್ಯಕ್ಷ ಧರ್ಮಪಾಲ್ ನಾರಾಯಣ್, ಕಾರ್ಯದರ್ಶಿ ಎಂ.ಮಹೇಶ್, ಕಾರ್ಯಕಾರಿ ಸಮಿತಿ ಸದಸ್ಯರುಗಳನ್ನು ಸನ್ಮಾನಿಸಲಾಯಿತು. ಸಂಘದ ಅಧ್ಯಕ್ಷ ರವಿಕುಮಾರ್ ಅಧ್ಯಕ್ಷತೆ ವಹಿಸಿದ್ದರು. ರಾಜ್ಯ ಸಮಿತಿ ಸದಸ್ಯ ಸ್ವಾಮಿ, ಲೋಕೇಶ್ ಇತರರಿದ್ದರು. (1270, 1902, 1498, 2019)
section-title: ಮೈಸೂರು ಗ್ರಾಮಾಂತರ (189, 84, 545, 122)
theatre-name: ಪದ್ಮ ಚಿತ್ರಮಂದಿರ (1092, 599, 1149, 611)
drc-row: ಸ್ಕ್ರೀನ್ 4 ಮಾಸ್ಟರ್ (ತ): ಮ.1.40ಕ್ಕೆ (1087, 263, 1497, 279)
theatre-row (1087, 647, 1497, 664)
lead-subhead: ಜನರ ಪ್ರೀತಿ ವಿಶ್ವಾಸಕ್ಕೆ ಚಿರಋಣಿ ಅಪೆಕ್ಸ್ ಬ್ಯಾಂಕ್ ಅಪಾಧ್ಯಕ್ಷ ಜಿ.ಡಿ.ಹರೀಶ್‌ಗೌಡ (294, 201, 858, 230)
protest-body2: ಬೇಸಿಗೆಯಲ್ಲಿ ಬೆಳೆಗಳಿಗೆ ನೀರು ಸಿಗದೆ ರೈತರು ಸಂಕಷ್ಟ ಎದುರಿಸುತ್ತಿದ್ದಾರೆ. ನೂರು ಸಾವಿರಾರು ಎಕರೆ ಬೆಳೆಗಳು ಒಣಗುತ್ತಿವೆ. ಕಾಲುವೆಗಳಿಗೆ ನೀರು ಹರಿಸುವ ಬಗ್ಗೆ ಅಧಿಕಾರಿಗಳು ನಿರ್ಲಕ್ಷ್ಯ ವಹಿಸಿದ್ದಾರೆ. ಕೂಡಲೇ ನೀರು ಹರಿಸದಿದ್ದರೆ ಉಗ್ರ ಹೋರಾಟ ನಡೆಸಲಾಗುವುದು ಎಂದು ಎಚ್ಚರಿಸಿದರು. ರೈತ ಮುಖಂಡ ನಾರಾಯಣ್ ಮಾತನಾಡಿ, ರೈತರ ಸಾವು ನೋವುಗಳಿಗೆ ಸರ್ಕಾರವೇ ಹೊಣೆ ಎಂದರು. ಈ ಸಂದರ್ಭದಲ್ಲಿ ರೈತರಾದ ಮಹದೇವ, ನವೀನ್‌ಕುಮಾರ್, ರಾಮಲಿಂಗೇಗೌಡ, ಸ್ವಾಮಿ, ನಾಗರಾಜು, ಮಂಟೇಗೌಡ ಸೇರಿದಂತೆ ಹಲವರು ಭಾಗವಹಿಸಿದ್ದರು. (1087, 1442, 1498, 1525)
divider (81, 806, 1078, 807)
drc-logo (1092, 137, 1193, 188)
cinema-panel (1087, 131, 1498, 756)
mvc-rows (1087, 505, 1497, 572)
inox-logo-sub: LIVE THE MOVIE (1110, 329, 1183, 338)
protest-headline: ನಾಲೆಗೆ ನೀರು ಹರಿಸಲು ಆಗ್ರಹಿಸಿ ಪ್ರತಿಭಟನೆ (1087, 1085, 1498, 1121)
theatre-row (1087, 664, 1497, 681)
lead-col2: ಮುಂದಿನ ದಿನಗಳಲ್ಲಿ 1 ಸಾವಿರ ಕೋಟಿ ಸಾಲ ವಿತರಿಸುವ ಗುರಿ ಹೊಂದಿದ್ದೇವೆ. ಜಿಲ್ಲೆಯ ಎಲ್ಲ 225 ಸಹಕಾರ ಸಂಘಗಳನ್ನು ಕಂಪ್ಯೂಟರೀಕರಣಗೊಳಿಸಲಾಗುವುದು. ಮಾರ್ಚ್ ವೇಳೆಗೆ 70 ಸಹಕಾರ ಬ್ಯಾಂಕ್ ಅನ್ನು ಕಂಪ್ಯೂಟರೀಕರಣಗೊಳಿಸಲಾಗುವುದು. ಸಹಕಾರಿ ಬ್ಯಾಂಕ್ ಕಾರ್ಯಚಟುವಟಿಕೆಗಳಿಗೆ ಸರ್ಕಾರ ಪ್ರೋತ್ಸಾಹ ನೀಡುತ್ತಿದೆ. ಸಹಕಾರ ಕ್ಷೇತ್ರವನ್ನು ಮತ್ತಷ್ಟು ಬಲಪಡಿಸಲು ಎಲ್ಲರೂ ಕೈಜೋಡಿಸಬೇಕು. ಎಂಸಿಡಿಸಿಸಿ ಬ್ಯಾಂಕ್ ಉಪಾಧ್ಯಕ್ಷ ಸಮಾರಂಭ ಉದ್ಘಾಟಿಸಿ ಮಾತನಾಡಿದರು. ನೌಕರರ ಸಂಘದ ಅಧ್ಯಕ್ಷರು, ಪದಾಧಿಕಾರಿಗಳು ಉಪಸ್ಥಿತರಿದ್ದರು. ತಾಲೂಕಿನ ವಿವಿಧ ಸಹಕಾರ ಸಂಘಗಳ ಸಿಇಒಗಳು, ನಿರ್ದೇಶಕರು ಹಾಗೂ ಮುಖಂಡರು ಭಾಗವಹಿಸಿದ್ದರು. ಕಾರ್ಯಕ್ರಮದಲ್ಲಿ ನೂರಾರು ಮಂದಿ ಪಾಲ್ಗೊಂಡಿದ್ದರು ಎಂದು ತಿಳಿಸಲಾಗಿದೆ. (867, 188, 1072, 411)
inox-row: ಸ್ಕ್ರೀನ್ 1 ಕ್ರ್ಯಾಕ್ (ತೆ): ಬೆ.10.30ಕ್ಕೆ, ಮ.1.50ಕ್ಕೆ, ಸಂ.5.20ಕ್ಕೆ, ರಾ.8.55ಕ್ಕೆ (1087, 350, 1497, 367)
drc-row: ಸ್ಕ್ರೀನ್ 3 ಮಾಸ್ಟರ್ (ತ): ಬೆ.10.15ಕ್ಕೆ, ಕ್ರ್ಯಾಕ್ (ತೆ): ಸಂ.4ಕ್ಕೆ, 6.45ಕ್ಕೆ, ರಾತ್ರಿ 9.50ಕ್ಕೆ (1087, 246, 1497, 263)
theatre-row (1087, 597, 1497, 614)
vishwakarma-col4: ಬರುವ ಚುನಾವಣೆಯಲ್ಲಿ ಕ್ಷೇತ್ರದಿಂದ ಸ್ಪರ್ಧಿಸುವ ಬಗ್ಗೆ ಸೂಚನೆ ನೀಡಿದ ಸುನೀಲ್ ಬೋಸ್, ಜನರ ಆಶೀರ್ವಾದ ಬೇಕು ಎಂದರು. ಗ್ರಾಮ ಪಂಚಾಯಿತಿ ಸದಸ್ಯರು, ಮಲ್ಲಿಕಾರ್ಜುನಸ್ವಾಮಿ, ಗ್ರಾಮ ಸಂಚಾಲಕರು, ಲಕ್ಷ್ಮಣ, ಸಿದ್ದರಾಜು, ನಾಗರಾಜು, ಮಹದೇವ, ಕುಮಾರ, ಶಿವಣ್ಣ, ಬಸವರಾಜು, ನಿಂಗರಾಜು, ಮಲ್ಲೇಶ್ ಸೇರಿದಂತೆ ಅನೇಕರು ಉಪಸ್ಥಿತರಿದ್ದರು. (876, 1621, 1078, 1739)
protest-body1: ಬನ್ನೂರು, ಜ.28– ಬೇಸಿಗೆ ಬೆಳೆ ಬೆಳೆಯಲು ಬನ್ನೂರು ಸುತ್ತಮುತ್ತ ತಾಲೂಕಿನ ಗ್ರಾಮದ 11ನೇ ಬ್ರಾಂಚ್ ನಾಲೆಗೆ ನೀರು ಹರಿಸಬೇಕು ಎಂದು ಆಗ್ರಹಿಸಿ ರೈತರು ಪ್ರತಿಭಟನೆ ನಡೆಸಿದರು. ನಾಲೆಗಳಿಗೆ ನೀರು ಹರಿಸುವಂತೆ ಅಧಿಕಾರಿಗಳಿಗೆ ಒತ್ತಾಯಿಸಿ ಪ್ರತಿಭಟನೆ ನಡೆಸಿದರು. ರೈತ ಸಂಘದ ಮುಖಂಡ ಬಿ.ಆರ್.ಮಂಜುನಾಥ್ ನೇತೃತ್ವ ವಹಿಸಿದ್ದರು. (1087, 1128, 1498, 1176)
vishwakarma-photo (465, 1347, 1078, 1612)
power-cut-body: ಸರಗೂರು, ಜ.28(ನಾಗೇಶ್)– ಸರಗೂರು ವಿದ್ಯುತ್ ವಿತರಣಾ ಕೇಂದ್ರದಲ್ಲಿ 66/11 ಕೆವಿ ತುರ್ತು ನಿರ್ವಹಣೆ ಕಾಮಗಾರಿ ಹಮ್ಮಿಕೊಂಡಿರುವುದರಿಂದ ಜ.29ರಂದು ಬೆಳಿಗ್ಗೆ 10ರಿಂದ ಸಂಜೆ 5 ಗಂಟೆವರೆಗೆ ವಿದ್ಯುತ್ ವ್ಯತ್ಯಯವಾಗಲಿದೆ ಎಂದು ಪ್ರಕಟಣೆ ತಿಳಿಸಿದೆ. (81, 1615, 265, 1698)
divider (81, 1824, 1078, 1825)
black-dot (1472, 2298, 1488, 2314)
inox-rows (1087, 350, 1497, 433)
drc-header (1087, 132, 1497, 194)
amarashilpi-headline: ಅಮರಶಿಲ್ಪಿ ಜಕಣಾಚಾರ್ಯ ಸಂಸ್ಮರಣಾ ದಿನಾಚರಣೆ (1087, 762, 1498, 796)
